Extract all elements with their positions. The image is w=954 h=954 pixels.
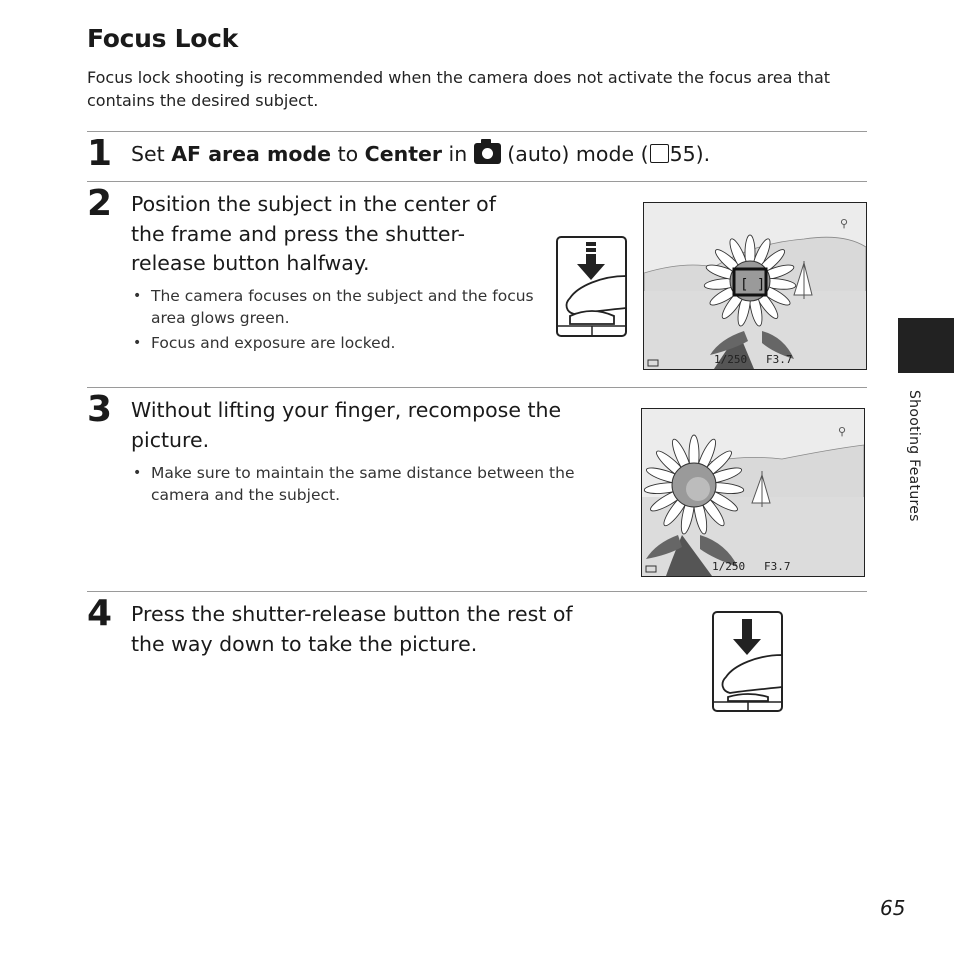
shutter-full-press-illustration — [712, 611, 784, 713]
af-area-mode-label: AF area mode — [171, 142, 332, 166]
camera-icon — [474, 143, 501, 164]
page-reference: 55). — [669, 142, 711, 166]
step-1-text — [131, 140, 710, 170]
shutter-speed-readout: 1/250 — [714, 353, 748, 366]
book-icon — [650, 144, 669, 163]
shutter-half-press-illustration — [556, 236, 628, 338]
svg-text:⚲: ⚲ — [840, 217, 849, 230]
step-1-part: to — [331, 142, 365, 166]
step-2-bullets — [131, 285, 541, 357]
section-label: Shooting Features — [906, 390, 922, 522]
divider — [87, 387, 867, 388]
step-4-number: 4 — [87, 593, 113, 634]
step-1-part: (auto) mode ( — [500, 142, 649, 166]
svg-text:[ ]: [ ] — [740, 277, 766, 293]
page-title: Focus Lock — [87, 24, 238, 53]
intro-text: Focus lock shooting is recommended when the camera does not activate the focus area that contains the desired subject. — [87, 68, 831, 110]
section-tab — [898, 318, 954, 373]
step-3-number: 3 — [87, 389, 113, 430]
list-item: • Make sure to maintain the same distance between the camera and the subject. — [131, 462, 591, 506]
step-2-number: 2 — [87, 183, 113, 224]
list-item: • The camera focuses on the subject and the focus area glows green. — [131, 285, 541, 329]
step-1-part: in — [442, 142, 474, 166]
shutter-speed-readout: 1/250 — [712, 560, 746, 573]
divider — [87, 591, 867, 592]
step-2-text: Position the subject in the center of the frame and press the shutter-release button halfway. — [131, 192, 496, 275]
viewfinder-photo-recomposed — [641, 408, 865, 577]
aperture-readout: F3.7 — [766, 353, 793, 366]
divider — [87, 181, 867, 182]
viewfinder-photo-centered — [643, 202, 867, 370]
step-1-part: Set — [131, 142, 172, 166]
aperture-readout: F3.7 — [764, 560, 791, 573]
step-4-text: Press the shutter-release button the rest of the way down to take the picture. — [131, 602, 573, 656]
step-3-text: Without lifting your finger, recompose the picture. — [131, 398, 562, 452]
page-number: 65 — [880, 896, 906, 920]
divider — [87, 131, 867, 132]
step-1-number: 1 — [87, 133, 113, 174]
svg-text:⚲: ⚲ — [838, 425, 847, 438]
center-label: Center — [364, 142, 443, 166]
step-3-bullets — [131, 462, 591, 509]
list-item: • Focus and exposure are locked. — [131, 332, 541, 354]
